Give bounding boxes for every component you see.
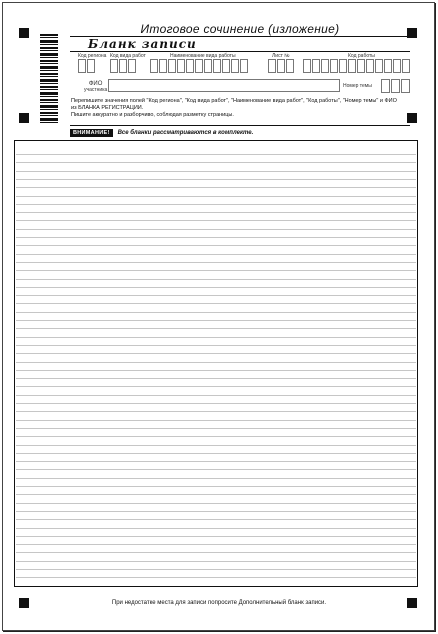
writing-rule bbox=[16, 362, 416, 363]
writing-rule bbox=[16, 395, 416, 396]
sheet-number-cells[interactable] bbox=[268, 59, 295, 73]
writing-rule bbox=[16, 312, 416, 313]
writing-rule bbox=[16, 220, 416, 221]
writing-rule bbox=[16, 378, 416, 379]
writing-rule bbox=[16, 445, 416, 446]
writing-rule bbox=[16, 254, 416, 255]
writing-rule bbox=[16, 303, 416, 304]
work-code-cell[interactable] bbox=[339, 59, 347, 73]
writing-rule bbox=[16, 511, 416, 512]
work-type-name-cell[interactable] bbox=[168, 59, 176, 73]
work-code-cell[interactable] bbox=[393, 59, 401, 73]
work-type-name-cell[interactable] bbox=[159, 59, 167, 73]
work-code-cell[interactable] bbox=[366, 59, 374, 73]
work-type-name-label: Наименование вида работы bbox=[170, 53, 236, 59]
topic-number-cells[interactable] bbox=[381, 79, 411, 93]
writing-rule bbox=[16, 528, 416, 529]
corner-marker-mid-left bbox=[19, 113, 29, 123]
writing-rule bbox=[16, 486, 416, 487]
sheet-number-cell[interactable] bbox=[268, 59, 276, 73]
work-type-name-cell[interactable] bbox=[195, 59, 203, 73]
sheet-number-cell[interactable] bbox=[277, 59, 285, 73]
writing-rule bbox=[16, 337, 416, 338]
fio-label bbox=[84, 81, 107, 93]
work-code-cell[interactable] bbox=[330, 59, 338, 73]
region-code-cell[interactable] bbox=[87, 59, 95, 73]
writing-rule bbox=[16, 519, 416, 520]
work-code-cells[interactable] bbox=[303, 59, 411, 73]
writing-rule bbox=[16, 436, 416, 437]
subtitle-divider bbox=[70, 51, 410, 52]
corner-marker-top-left bbox=[19, 28, 29, 38]
work-code-cell[interactable] bbox=[384, 59, 392, 73]
work-type-code-cells[interactable] bbox=[110, 59, 137, 73]
work-type-name-cell[interactable] bbox=[231, 59, 239, 73]
writing-rule bbox=[16, 420, 416, 421]
writing-rule bbox=[16, 204, 416, 205]
writing-rule bbox=[16, 245, 416, 246]
writing-rule bbox=[16, 370, 416, 371]
instructions bbox=[71, 98, 411, 119]
writing-rule bbox=[16, 237, 416, 238]
region-code-label: Код региона bbox=[78, 53, 107, 59]
attention-divider bbox=[70, 125, 410, 126]
footer-note: При недостатке места для записи попросите Дополнительный бланк записи. bbox=[111, 600, 327, 606]
writing-rule bbox=[16, 461, 416, 462]
sheet-number-cell[interactable] bbox=[286, 59, 294, 73]
writing-rule bbox=[16, 544, 416, 545]
writing-rule bbox=[16, 279, 416, 280]
work-type-name-cell[interactable] bbox=[186, 59, 194, 73]
writing-rule bbox=[16, 386, 416, 387]
work-code-cell[interactable] bbox=[402, 59, 410, 73]
writing-rule bbox=[16, 287, 416, 288]
work-code-cell[interactable] bbox=[312, 59, 320, 73]
writing-rule bbox=[16, 162, 416, 163]
fio-field[interactable] bbox=[108, 79, 340, 92]
writing-rule bbox=[16, 328, 416, 329]
instructions-line2: из БЛАНКА РЕГИСТРАЦИИ. bbox=[71, 105, 144, 111]
fio-label-line1: ФИО bbox=[88, 81, 103, 87]
work-code-cell[interactable] bbox=[303, 59, 311, 73]
writing-rule bbox=[16, 295, 416, 296]
work-type-code-cell[interactable] bbox=[119, 59, 127, 73]
instructions-line1: Перепишите значения полей "Код региона", "Код вида работ", "Наименование вида работ", "Код работы", "Номер темы" и ФИО bbox=[71, 98, 397, 104]
work-type-name-cell[interactable] bbox=[213, 59, 221, 73]
writing-rule bbox=[16, 229, 416, 230]
region-code-cell[interactable] bbox=[78, 59, 86, 73]
writing-rule bbox=[16, 403, 416, 404]
region-code-cells[interactable] bbox=[78, 59, 96, 73]
work-type-name-cell[interactable] bbox=[177, 59, 185, 73]
writing-rule bbox=[16, 469, 416, 470]
instructions-line3: Пишите аккуратно и разборчиво, соблюдая разметку страницы. bbox=[71, 112, 234, 118]
barcode bbox=[40, 34, 58, 124]
writing-rule bbox=[16, 262, 416, 263]
work-code-cell[interactable] bbox=[375, 59, 383, 73]
writing-area[interactable] bbox=[14, 140, 418, 587]
writing-rule bbox=[16, 577, 416, 578]
work-code-cell[interactable] bbox=[357, 59, 365, 73]
writing-rule bbox=[16, 187, 416, 188]
form-subtitle: Бланк записи bbox=[88, 37, 197, 51]
topic-number-cell[interactable] bbox=[401, 79, 410, 93]
topic-number-label: Номер темы bbox=[343, 83, 372, 89]
writing-rule bbox=[16, 561, 416, 562]
writing-rule bbox=[16, 536, 416, 537]
work-type-name-cell[interactable] bbox=[204, 59, 212, 73]
work-type-code-cell[interactable] bbox=[110, 59, 118, 73]
writing-rule bbox=[16, 478, 416, 479]
writing-rule bbox=[16, 345, 416, 346]
attention-badge: ВНИМАНИЕ! bbox=[70, 129, 113, 137]
writing-rule bbox=[16, 353, 416, 354]
work-type-name-cell[interactable] bbox=[240, 59, 248, 73]
writing-rule bbox=[16, 411, 416, 412]
writing-rule bbox=[16, 270, 416, 271]
work-type-name-cell[interactable] bbox=[150, 59, 158, 73]
fio-label-line2: участника bbox=[84, 87, 108, 93]
work-type-code-label: Код вида работ bbox=[110, 53, 146, 59]
writing-rule bbox=[16, 196, 416, 197]
writing-rule bbox=[16, 320, 416, 321]
writing-rule bbox=[16, 503, 416, 504]
topic-number-cell[interactable] bbox=[381, 79, 390, 93]
writing-rule bbox=[16, 171, 416, 172]
attention-text: Все бланки рассматриваются в комплекте. bbox=[117, 130, 254, 136]
topic-number-cell[interactable] bbox=[391, 79, 400, 93]
writing-rule bbox=[16, 428, 416, 429]
sheet-number-label: Лист № bbox=[272, 53, 290, 59]
writing-rule bbox=[16, 569, 416, 570]
writing-rule bbox=[16, 212, 416, 213]
work-code-cell[interactable] bbox=[321, 59, 329, 73]
writing-rule bbox=[16, 179, 416, 180]
writing-rule bbox=[16, 154, 416, 155]
work-code-cell[interactable] bbox=[348, 59, 356, 73]
form-title: Итоговое сочинение (изложение) bbox=[140, 22, 340, 36]
work-code-label: Код работы bbox=[348, 53, 375, 59]
work-type-code-cell[interactable] bbox=[128, 59, 136, 73]
work-type-name-cells[interactable] bbox=[150, 59, 249, 73]
writing-rule bbox=[16, 552, 416, 553]
work-type-name-cell[interactable] bbox=[222, 59, 230, 73]
attention-notice bbox=[70, 129, 253, 137]
writing-rule bbox=[16, 453, 416, 454]
writing-rule bbox=[16, 494, 416, 495]
